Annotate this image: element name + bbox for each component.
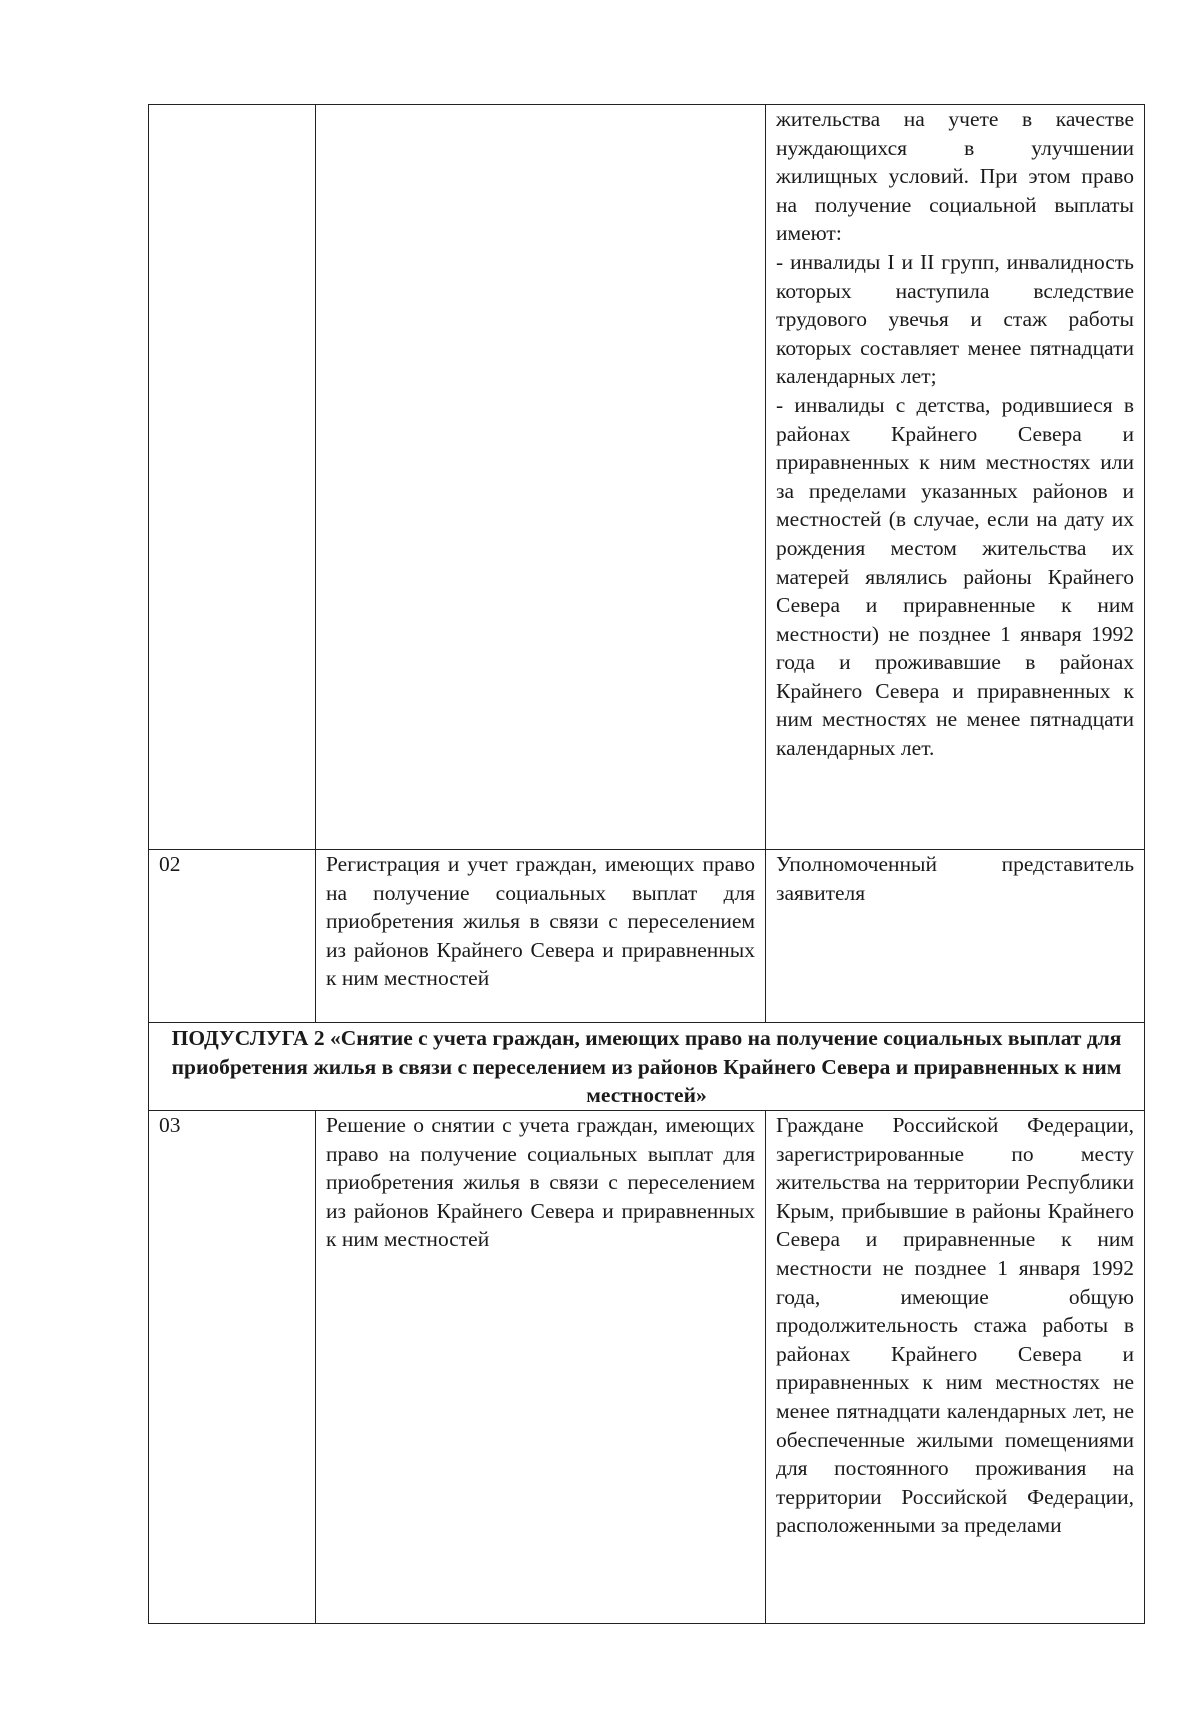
- row-number-cell: 02: [149, 850, 316, 1023]
- table-row: [149, 850, 1145, 1023]
- section-row: [149, 1023, 1145, 1111]
- row-number-cell: 03: [149, 1111, 316, 1624]
- applicants-paragraph: жительства на учете в качестве нуждающихся в улучшении жилищных условий. При этом право на получение социальной выплаты имеют:: [776, 107, 1134, 246]
- services-table: [148, 104, 1145, 1624]
- applicants-list-item: - инвалиды с детства, родившиеся в районах Крайнего Севера и приравненных к ним местностях или за пределами указанных районов и местностей (в случае, если на дату их рождения местом жительства их матерей являлись районы Крайнего Севера и приравненные к ним местности) не позднее 1 января 1992 года и проживавшие в районах Крайнего Севера и приравненных к ним местностях не менее пятнадцати календарных лет.: [776, 392, 1134, 761]
- applicants-cell: [766, 105, 1145, 850]
- table-row: [149, 105, 1145, 850]
- row-number-cell: [149, 105, 316, 850]
- service-cell: [316, 105, 766, 850]
- service-cell: Решение о снятии с учета граждан, имеющих право на получение социальных выплат для приобретения жилья в связи с переселением из районов Крайнего Севера и приравненных к ним местностей: [316, 1111, 766, 1624]
- section-title: ПОДУСЛУГА 2 «Снятие с учета граждан, имеющих право на получение социальных выплат для приобретения жилья в связи с переселением из районов Крайнего Севера и приравненных к ним местностей»: [149, 1023, 1145, 1111]
- applicants-cell: Уполномоченный представитель заявителя: [766, 850, 1145, 1023]
- table-row: [149, 1111, 1145, 1624]
- applicants-list-item: - инвалиды I и II групп, инвалидность которых наступила вследствие трудового увечья и стаж работы которых составляет менее пятнадцати календарных лет;: [776, 249, 1134, 389]
- applicants-cell: Граждане Российской Федерации, зарегистрированные по месту жительства на территории Республики Крым, прибывшие в районы Крайнего Севера и приравненные к ним местности не позднее 1 января 1992 года, имеющие общую продолжительность стажа работы в районах Крайнего Севера и приравненных к ним местностях не менее пятнадцати календарных лет, не обеспеченные жилыми помещениями для постоянного проживания на территории Российской Федерации, расположенными за пределами: [766, 1111, 1145, 1624]
- service-cell: Регистрация и учет граждан, имеющих право на получение социальных выплат для приобретения жилья в связи с переселением из районов Крайнего Севера и приравненных к ним местностей: [316, 850, 766, 1023]
